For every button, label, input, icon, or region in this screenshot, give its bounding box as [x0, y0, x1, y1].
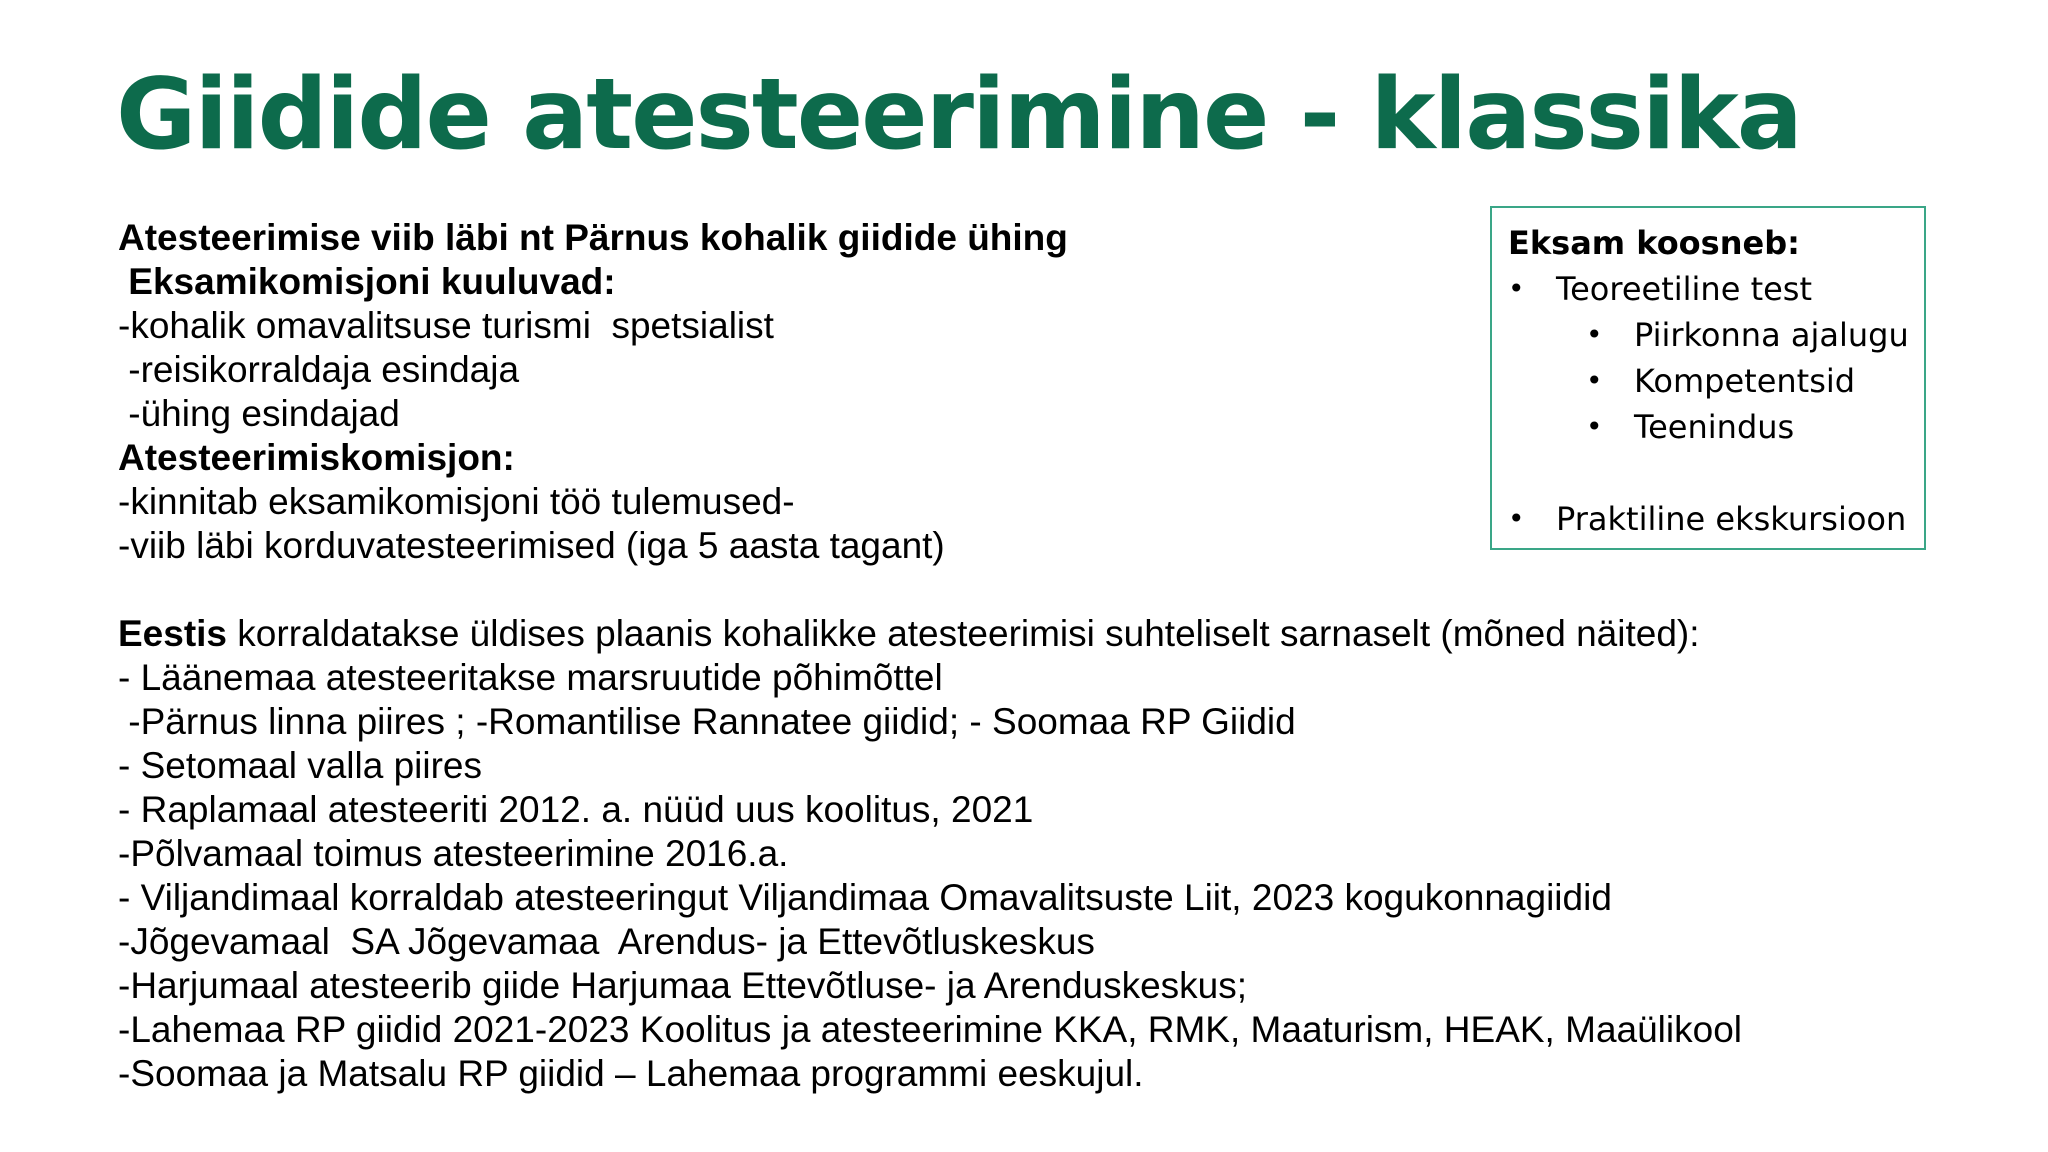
example-line: -Jõgevamaal SA Jõgevamaa Arendus- ja Ettevõtluskeskus: [118, 921, 1095, 962]
intro-line: Eksamikomisjoni kuuluvad:: [118, 261, 616, 302]
exam-item: [1508, 496, 1924, 542]
bullet-icon: •: [1508, 502, 1525, 535]
example-line: -Põlvamaal toimus atesteerimine 2016.a.: [118, 833, 789, 874]
intro-line: -ühing esindajad: [118, 393, 400, 434]
exam-box-heading: Eksam koosneb:: [1508, 224, 1800, 262]
exam-sub-item: [1508, 312, 1924, 358]
exam-box: [1490, 206, 1926, 550]
exam-item: [1508, 266, 1924, 312]
exam-sub-item: [1508, 358, 1924, 404]
exam-item-label: Teoreetiline test: [1556, 270, 1813, 308]
intro-line: -viib läbi korduvatesteerimised (iga 5 aasta tagant): [118, 525, 945, 566]
estonia-rest: korraldatakse üldises plaanis kohalikke atesteerimisi suhteliselt sarnaselt (mõned näited):: [227, 613, 1700, 654]
box-gap: [1508, 450, 1924, 496]
exam-sub-item-label: Teenindus: [1634, 408, 1795, 446]
bullet-icon: •: [1508, 272, 1525, 305]
bullet-icon: •: [1586, 364, 1603, 397]
slide-title: Giidide atesteerimine - klassika: [116, 58, 1801, 172]
intro-line: Atesteerimiskomisjon:: [118, 437, 515, 478]
exam-sub-item-label: Piirkonna ajalugu: [1634, 316, 1909, 354]
intro-line: -kinnitab eksamikomisjoni töö tulemused-: [118, 481, 795, 522]
example-line: -Soomaa ja Matsalu RP giidid – Lahemaa programmi eeskujul.: [118, 1053, 1144, 1094]
example-line: -Harjumaal atesteerib giide Harjumaa Ettevõtluse- ja Arenduskeskus;: [118, 965, 1248, 1006]
example-line: - Raplamaal atesteeriti 2012. a. nüüd uus koolitus, 2021: [118, 789, 1034, 830]
bullet-icon: •: [1586, 410, 1603, 443]
intro-line: -reisikorraldaja esindaja: [118, 349, 520, 390]
estonia-lead: Eestis: [118, 613, 228, 654]
example-line: - Setomaal valla piires: [118, 745, 482, 786]
example-line: - Läänemaa atesteeritakse marsruutide põhimõttel: [118, 657, 943, 698]
example-line: -Lahemaa RP giidid 2021-2023 Koolitus ja atesteerimine KKA, RMK, Maaturism, HEAK, Maaülikool: [118, 1009, 1742, 1050]
example-line: -Pärnus linna piires ; -Romantilise Rannatee giidid; - Soomaa RP Giidid: [118, 701, 1296, 742]
intro-line: Atesteerimise viib läbi nt Pärnus kohalik giidide ühing: [118, 217, 1068, 258]
estonia-line: [118, 612, 1858, 656]
paragraph-gap: [118, 568, 1858, 612]
bullet-icon: •: [1586, 318, 1603, 351]
exam-item-label: Praktiline ekskursioon: [1556, 500, 1907, 538]
example-line: - Viljandimaal korraldab atesteeringut Viljandimaa Omavalitsuste Liit, 2023 kogukonnagiidid: [118, 877, 1612, 918]
intro-line: -kohalik omavalitsuse turismi spetsialist: [118, 305, 774, 346]
exam-sub-item-label: Kompetentsid: [1634, 362, 1856, 400]
exam-sub-item: [1508, 404, 1924, 450]
